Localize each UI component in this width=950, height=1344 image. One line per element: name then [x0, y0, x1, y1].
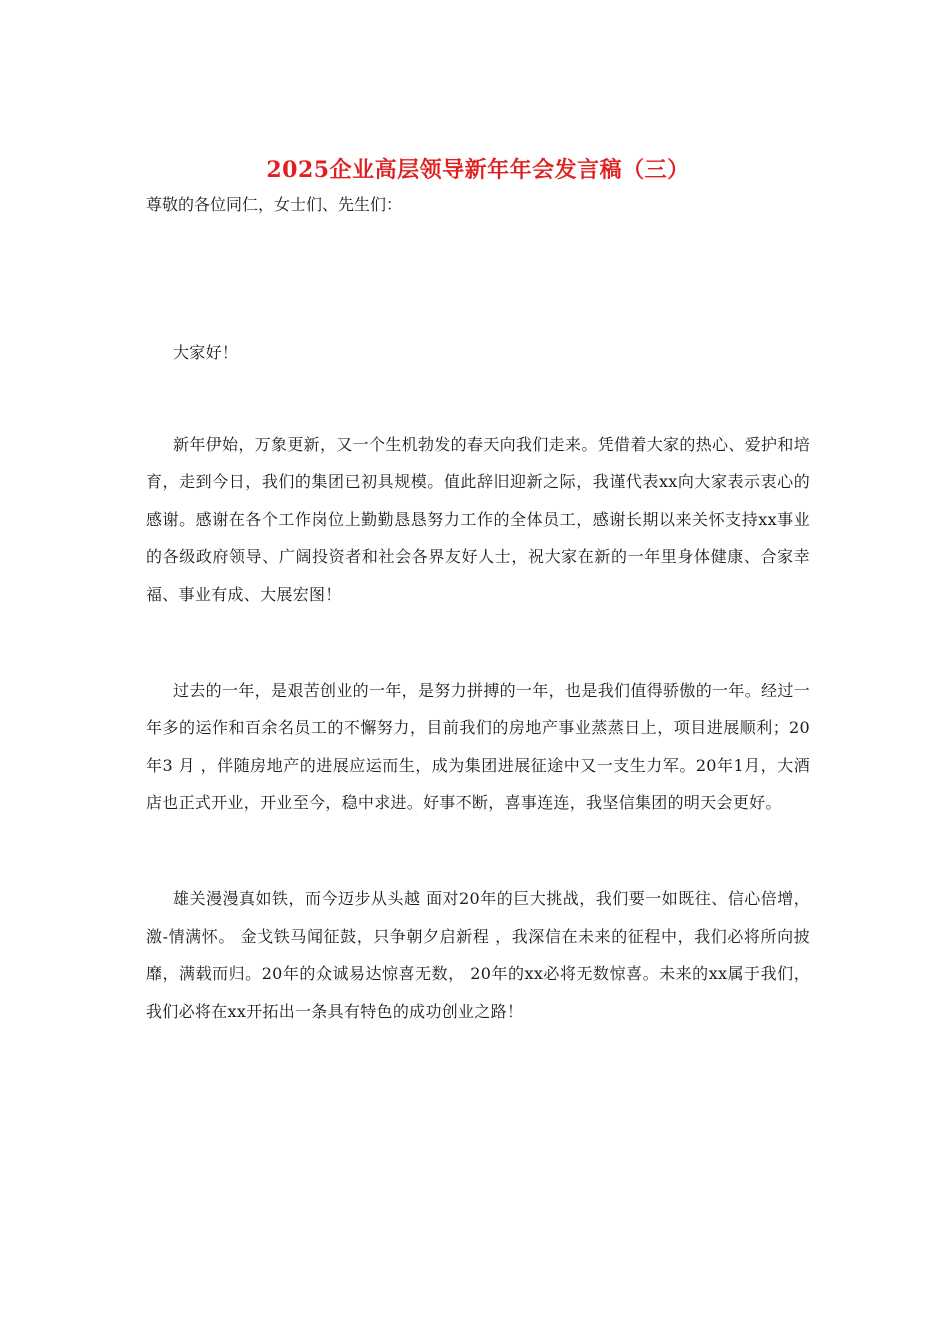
paragraph-1: 新年伊始，万象更新，又一个生机勃发的春天向我们走来。凭借着大家的热心、爱护和培育，走到今日，我们的集团已初具规模。值此辞旧迎新之际，我谨代表xx向大家表示衷心的感谢。感谢在各个工作岗位上勤勤恳恳努力工作的全体员工，感谢长期以来关怀支持xx事业的各级政府领导、广阔投资者和社会各界友好人士，祝大家在新的一年里身体健康、合家幸福、事业有成、大展宏图！	[146, 434, 810, 604]
document-title: 2025企业高层领导新年年会发言稿（三）	[266, 157, 690, 183]
paragraph-2: 过去的一年，是艰苦创业的一年，是努力拼搏的一年，也是我们值得骄傲的一年。经过一年多的运作和百余名员工的不懈努力，目前我们的房地产事业蒸蒸日上，项目进展顺利；20年3 月 ，伴随房地产的进展应运而生，成为集团进展征途中又一支生力军。20年1月，大酒店也正式开业，开业至今，稳中求进。好事不断，喜事连连，我坚信集团的明天会更好。	[146, 680, 810, 813]
greeting: 大家好！	[173, 343, 239, 362]
document-body	[146, 150, 810, 1030]
salutation: 尊敬的各位同仁，女士们、先生们：	[146, 195, 403, 214]
paragraph-3: 雄关漫漫真如铁，而今迈步从头越 面对20年的巨大挑战，我们要一如既往、信心倍增，激-情满怀。 金戈铁马闻征鼓，只争朝夕启新程 ，我深信在未来的征程中，我们必将所向披靡，满载而归。20年的众诚易达惊喜无数， 20年的xx必将无数惊喜。未来的xx属于我们，我们必将在xx开拓出一条具有特色的成功创业之路！	[146, 888, 810, 1021]
